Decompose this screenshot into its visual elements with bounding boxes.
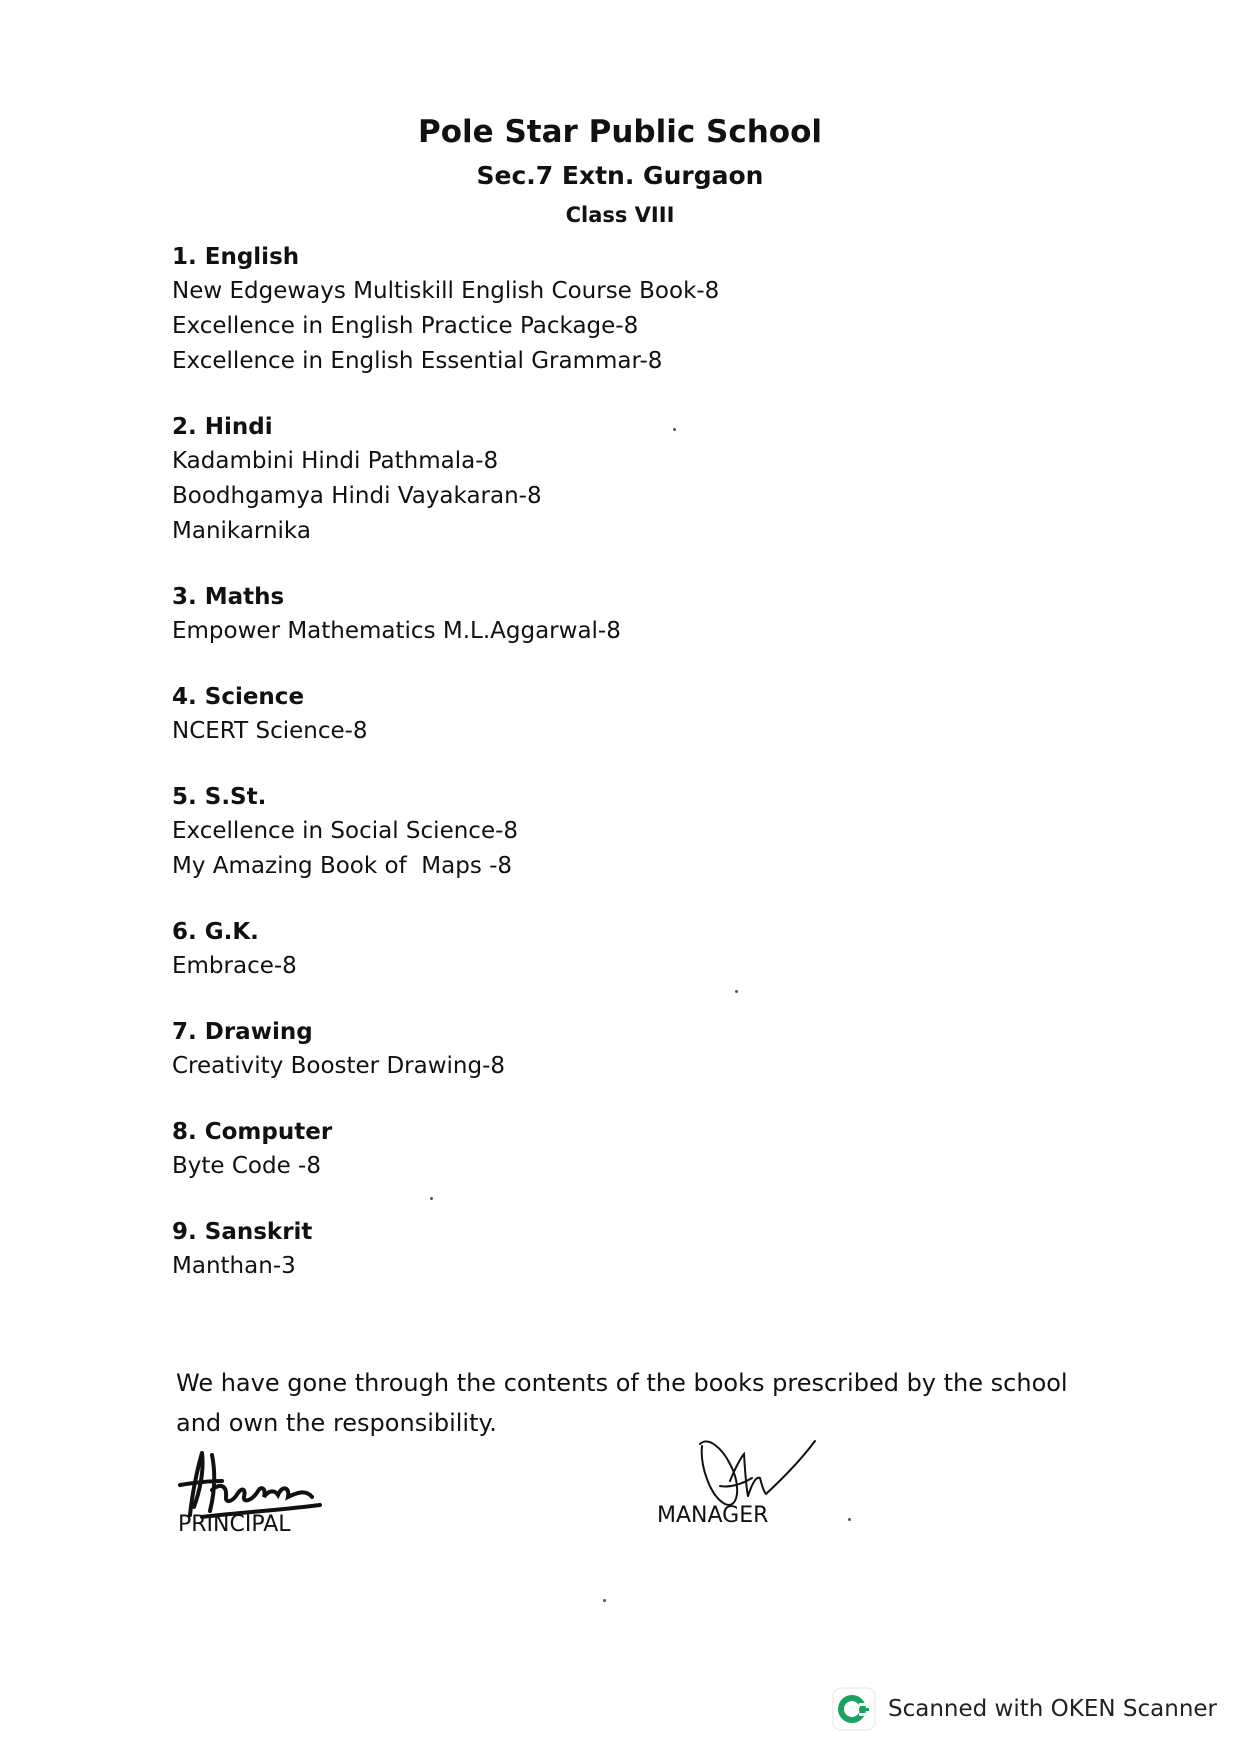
scan-speck [673,428,676,431]
scan-speck [430,1197,433,1200]
subject-heading: 7. Drawing [172,1019,313,1045]
scanner-text: Scanned with OKEN Scanner [888,1696,1217,1722]
book-item: Boodhgamya Hindi Vayakaran-8 [172,483,542,509]
subject-heading: 6. G.K. [172,919,259,945]
subject-list [172,240,1072,1315]
book-item: Byte Code -8 [172,1153,321,1179]
subject-computer [172,1115,1072,1184]
manager-label: MANAGER [657,1503,769,1528]
subject-sanskrit [172,1215,1072,1284]
book-item: NCERT Science-8 [172,718,368,744]
subject-sst [172,780,1072,884]
subject-maths [172,580,1072,649]
declaration-line: and own the responsibility. [176,1409,497,1437]
subject-gk [172,915,1072,984]
subject-hindi [172,410,1072,549]
book-item: Manthan-3 [172,1253,296,1279]
subject-english [172,240,1072,379]
scanner-watermark [832,1687,1217,1731]
subject-science [172,680,1072,749]
book-item: Excellence in English Essential Grammar-8 [172,348,663,374]
declaration-line: We have gone through the contents of the books prescribed by the school [176,1369,1068,1397]
book-item: Creativity Booster Drawing-8 [172,1053,506,1079]
principal-label: PRINCIPAL [178,1512,291,1537]
oken-scanner-logo-icon [832,1687,876,1731]
subject-heading: 3. Maths [172,584,285,610]
book-item: Excellence in English Practice Package-8 [172,313,639,339]
book-item: Embrace-8 [172,953,297,979]
book-item: My Amazing Book of Maps -8 [172,853,513,879]
scan-speck [603,1599,606,1602]
subject-heading: 5. S.St. [172,784,267,810]
subject-heading: 1. English [172,244,300,270]
book-item: Manikarnika [172,518,311,544]
book-item: Excellence in Social Science-8 [172,818,519,844]
declaration-text [176,1363,1076,1443]
school-sector: Sec.7 Extn. Gurgaon [476,161,764,190]
subject-heading: 9. Sanskrit [172,1219,313,1245]
class-title: Class VIII [565,203,675,227]
scan-speck [735,990,738,993]
book-item: Empower Mathematics M.L.Aggarwal-8 [172,618,621,644]
subject-heading: 8. Computer [172,1119,333,1145]
book-item: New Edgeways Multiskill English Course Book-8 [172,278,720,304]
scan-speck [848,1518,851,1521]
school-name: Pole Star Public School [418,114,822,150]
subject-drawing [172,1015,1072,1084]
subject-heading: 2. Hindi [172,414,273,440]
subject-heading: 4. Science [172,684,305,710]
principal-signature [172,1445,332,1520]
book-item: Kadambini Hindi Pathmala-8 [172,448,499,474]
